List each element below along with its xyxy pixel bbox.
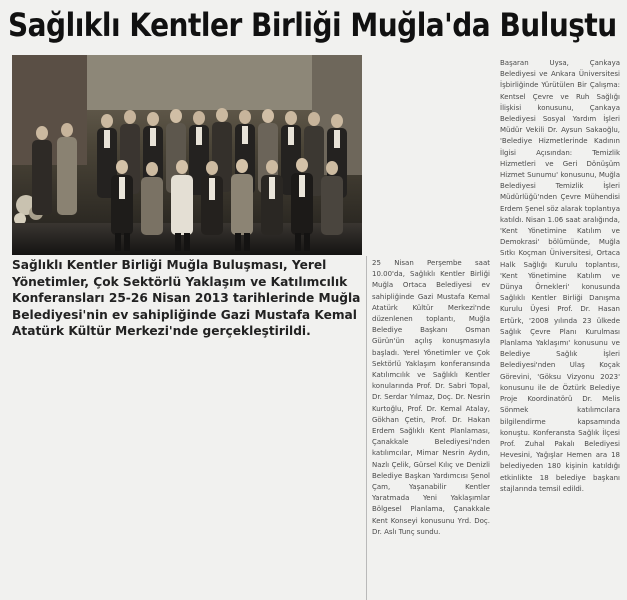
headline: Sağlıklı Kentler Birliği Muğla'da Buluştu bbox=[8, 6, 617, 44]
photo-caption: Sağlıklı Kentler Birliği Muğla Buluşması, Yerel Yönetimler, Çok Sektörlü Yaklaşım ve Katılımcılık Konferansları 25-26 Nisan 2013 tarihlerinde Muğla Belediyesi'nin ev sahipliğinde Gazi Mustafa Kemal Atatürk Kültür Merkezi'nde gerçekleştirildi. bbox=[12, 258, 361, 338]
column-divider bbox=[366, 256, 367, 600]
article-column-right: Başaran Uysa, Çankaya Belediyesi ve Ankara Üniversitesi İşbirliğinde Yürütülen Bir Çalışma: Kentsel Çevre ve Ruh Sağlığı İlişkisi konusunu, Çankaya Belediyesi Sosyal Yardım İşleri Müdür Vekili Dr. Aysun Sakaoğlu, 'Belediye Hizmetlerinde Kadının İlgisi Açısından: Temizlik Hizmetleri ve Geri Dönüşüm Hizmet Sunumu' konusunu, Muğla Belediyesi Temizlik İşleri Müdürlüğü'nden Çevre Mühendisi Erdem Şenel söz alarak toplantıya katıldı. Nisan 1.06 saat aralığında, 'Kent Yönetimine Katılım ve Demokrasi' bölümünde, Muğla Sıtkı Koçman Üniversitesi, Ortaca Halk Sağlığı Kurulu toplantısı, 'Kent Yönetimine Katılım ve Dünya Örnekleri' konusunda Sağlıklı Kentler Birliği Danışma Kurulu Üyesi Prof. Dr. Hasan Ertürk, '2008 yılında 23 ülkede Sağlık Çevre Planı Kurulması Planlama Yaklaşımı' konusunu ve Belediye Sağlık İşleri Belediyesi'nden Ulaş Koçak Görevini, 'Göksu Vizyonu 2023' konusunu ile de Öztürk Belediye Proje Koordinatörü Dr. Melis Sönmek katılımcılara bilgilendirme kapsamında konuştu. Konferansta Sağlık İlçesi Prof. Zuhal Pakalı Belediyesi Hevesini, Yağışlar Hemen ara 18 belediyeden 180 kişinin katıldığı etkinlikte 18 belediye başkanı stajlarında temsil edildi. bbox=[500, 59, 620, 493]
article-column-middle: 25 Nisan Perşembe saat 10.00'da, Sağlıklı Kentler Birliği Muğla Ortaca Belediyesi ev sahipliğinde Gazi Mustafa Kemal Atatürk Kültür Merkezi'nde düzenlenen toplantı, Muğla Belediye Başkanı Osman Gürün'ün açılış konuşmasıyla başladı. Yerel Yönetimler ve Çok Sektörlü Yaklaşım konferansında Katılımcılık ve Sağlıklı Kentler konularında Prof. Dr. Sabri Topal, Dr. Serdar Yılmaz, Doç. Dr. Nesrin Kurtoğlu, Prof. Dr. Kemal Atalay, Gökhan Çetin, Prof. Dr. Hakan Erdem Sağlıklı Kent Planlaması, Çanakkale Belediyesi'nden katılımcılar, Mimar Nesrin Aydın, Nazlı Çelik, Gürsel Kılıç ve Denizli Belediye Başkan Yardımcısı Şenol Çam, Yaşanabilir Kentler Yaratmada Yeni Yaklaşımlar Bölgesel Planlama, Çanakkale Kent Konseyi konusunu Yrd. Doç. Dr. Aslı Tunç sundu. bbox=[372, 259, 490, 536]
group-photo bbox=[12, 55, 362, 255]
